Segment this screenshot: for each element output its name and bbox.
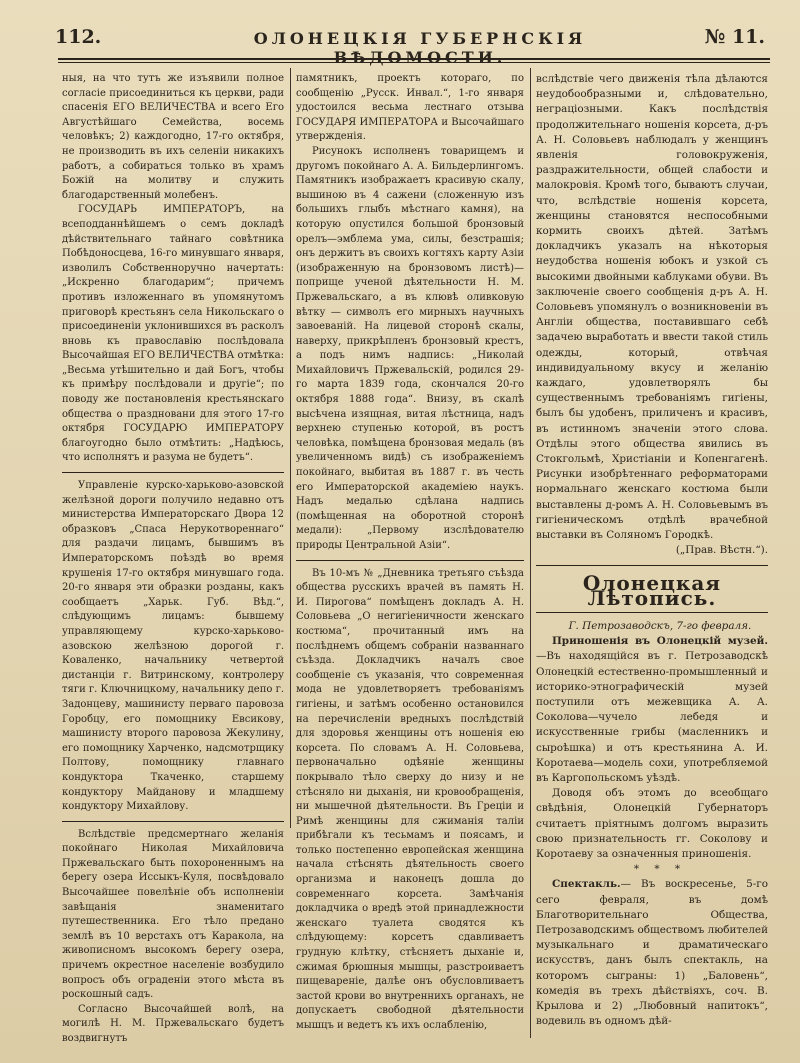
column-3 [536, 72, 768, 1029]
header-rule [58, 58, 770, 60]
page-number: 112. [55, 26, 102, 48]
article-paragraph: Въ 10-мъ № „Дневника третьяго съѣзда общества русскихъ врачей въ память Н. И. Пирогова“ помѣщенъ докладъ А. Н. Соловьева „О негигіеничности женскаго костюма“, прочитанный имъ на послѣднемъ общемъ собраніи названнаго съѣзда. Докладчикъ началъ свое сообщеніе съ указанія, что современная мода не удовлетворяетъ требованіямъ гигіены, и затѣмъ особенно остановился на перечисленіи вредныхъ послѣдствій для здоровья женщины отъ ношенія ею корсета. По словамъ А. Н. Соловьева, первоначально одѣяніе женщины покрывало тѣло сверху до низу и не стѣсняло ни дыханія, ни кровообращенія, ни мышечной дѣятельности. Въ Греціи и Римѣ женщины для сжиманія таліи прибѣгали къ тесьмамъ и поясамъ, и только постепенно европейская женщина начала стѣснять дѣятельность своего организма и наконецъ дошла до современнаго корсета. Замѣчанія докладчика о вредѣ этой принадлежности женскаго туалета сводятся къ слѣдующему: корсетъ сдавливаетъ грудную клѣтку, стѣсняетъ дыханіе и, сжимая брюшныя мышцы, разстроиваетъ пищевареніе, далѣе онъ обусловливаетъ застой крови во внутреннихъ органахъ, не допускаетъ свободной дѣятельности мышцъ и ведетъ къ ихъ ослабленію, [296, 567, 524, 1031]
article-divider [62, 472, 284, 473]
column-divider [530, 68, 531, 1038]
article-text: —Въ находящійся въ г. Петрозаводскѣ Олонецкій естественно-промышленный и историко-этнографическій музей поступили отъ межевщика А. А. Соколова—чучело лебедя и искусственные грибы (масленникъ и сыроѣшка) и отъ крестьянина А. И. Коротаева—модель сохи, употребляемой въ Каргопольскомъ уѣздѣ. [536, 650, 768, 784]
article-paragraph: Вслѣдствіе предсмертнаго желанія покойнаго Николая Михайловича Пржевальскаго быть похороненнымъ на берегу озера Иссыкъ-Куля, посвѣдовало Высочайшее повелѣніе объ исполненіи завѣщанія знаменитаго путешественника. Его тѣло предано землѣ въ 10 верстахъ отъ Каракола, на живописномъ высокомъ берегу озера, причемъ окрестное населеніе возбудило вопросъ объ ограденіи этого мѣста въ роскошный садъ. [62, 828, 284, 1001]
article-paragraph [536, 634, 768, 786]
header-rule-thin [58, 62, 770, 63]
newspaper-title: ОЛОНЕЦКІЯ ГУБЕРНСКІЯ ВѢДОМОСТИ. [253, 29, 587, 67]
column-1 [62, 72, 284, 1047]
section-divider [536, 565, 768, 566]
article-text: — Въ воскресенье, 5-го сего февраля, въ домѣ Благотворительнаго Общества, Петрозаводскимъ обществомъ любителей музыкальнаго и драматическаго искусствъ, данъ былъ спектакль, на которомъ сыграны: 1) „Баловень“, комедія въ трехъ дѣйствіяхъ, соч. В. Крылова и 2) „Любовный напитокъ“, водевиль въ одномъ дѣй- [536, 878, 768, 1028]
column-2 [296, 72, 524, 1034]
article-paragraph: Управленіе курско-харьково-азовской желѣзной дороги получило недавно отъ министерства Императорскаго Двора 12 образковъ „Спаса Нерукотвореннаго“ для раздачи лицамъ, бывшимъ въ Императорскомъ поѣздѣ во время крушенія 17-го октября минувшаго года. 20-го января эти образки розданы, какъ сообщаетъ „Харьк. Губ. Вѣд.“, слѣдующимъ лицамъ: бывшему управляющему курско-харьково-азовскою желѣзною дорогой г. Коваленко, начальнику четвертой дистанціи г. Витринскому, контролеру тяги г. Ключницкому, начальнику депо г. Задонцеву, машинисту перваго паровоза Горобцу, его помощнику Евсикову, машинисту второго паровоза Жекулину, его помощнику Харченко, надсмотрщику Полтову, помощнику главнаго кондуктора Ткаченко, старшему кондуктору Майданову и младшему кондуктору Михайлову. [62, 480, 284, 813]
article-divider [62, 821, 284, 822]
article-paragraph: ныя, на что тутъ же изъявили полное согласіе присоединиться къ церкви, ради спасенія ЕГО ВЕЛИЧЕСТВА и всего Его Августѣйшаго Семейства, восемь человѣкъ; 2) каждогодно, 17-го октября, не производить въ ихъ селеніи никакихъ работъ, а собираться только въ храмъ Божій на молитву и служить благодарственный молебенъ. [62, 73, 284, 201]
column-divider [290, 68, 291, 828]
article-paragraph: Рисунокъ исполненъ товарищемъ и другомъ покойнаго А. А. Бильдерлингомъ. Памятникъ изображаетъ красивую скалу, вышиною въ 4 сажени (сложенную изъ большихъ глыбъ мѣстнаго камня), на которую опустился большой бронзовый орелъ—эмблема ума, силы, безстрашія; онъ держитъ въ своихъ когтяхъ карту Азіи (изображенную на бронзовомъ листѣ)—поприще ученой дѣятельности Н. М. Пржевальскаго, а въ клювѣ оливковую вѣтку — символъ его мирныхъ научныхъ завоеваній. На лицевой сторонѣ скалы, наверху, прикрѣпленъ бронзовый крестъ, а подъ нимъ надпись: „Николай Михайловичъ Пржевальскій, родился 29-го марта 1839 года, скончался 20-го октября 1888 года“. Внизу, въ скалѣ высѣчена изящная, витая лѣстница, надъ верхнею ступенью которой, въ ростъ человѣка, помѣщена бронзовая медаль (въ увеличенномъ видѣ) съ изображеніемъ покойнаго, выбитая въ 1887 г. въ честь его Императорской академіею наукъ. Надъ медалью сдѣлана надпись (помѣщенная на оборотной сторонѣ медали): „Первому изслѣдователю природы Центральной Азіи“. [296, 145, 524, 551]
article-paragraph: ГОСУДАРЬ ИМПЕРАТОРЪ, на всеподданнѣйшемъ о семъ докладѣ дѣйствительнаго тайнаго совѣтника Побѣдоносцева, 16-го минувшаго января, изволилъ Собственноручно начертать: „Искренно благодарим“; причемъ противъ изложеннаго въ упомянутомъ приговорѣ крестьянъ села Никольскаго о присоединеніи уклонившихся въ расколъ вновь къ православію послѣдовала Высочайшая ЕГО ВЕЛИЧЕСТВА отмѣтка: „Весьма утѣшительно и дай Богъ, чтобы къ примѣру послѣдовали и другіе“; по поводу же постановленія крестьянскаго общества о праздновани для этого 17-го октября ГОСУДАРЮ ИМПЕРАТОРУ благоугодно было отмѣтить: „Надѣюсь, что исполнятъ и разума не будетъ“. [62, 204, 284, 464]
article-heading: Приношенія въ Олонецкій музей. [552, 635, 768, 648]
article-paragraph [536, 877, 768, 1029]
article-paragraph: вслѣдствіе чего движенія тѣла дѣлаются неудобообразными и, слѣдовательно, неграціозными. Какъ послѣдствія продолжительнаго ношенія корсета, д-ръ А. Н. Соловьевъ наблюдалъ у женщинъ явленія головокруженія, раздражительности, общей слабости и малокровія. Кромѣ того, бываютъ случаи, что, вслѣдствіе ношенія корсета, женщины становятся неспособными кормить своихъ дѣтей. Затѣмъ докладчикъ указалъ на нѣкоторыя неудобства ношенія юбокъ и узкой съ высокими двойными каблуками обуви. Въ заключеніе своего сообщенія д-ръ А. Н. Соловьевъ упомянулъ о возникновеніи въ Англіи общества, поставившаго себѣ задачею выработать и ввести такой стиль одежды, который, отвѣчая индивидуальному вкусу и желанію каждаго, удовлетворялъ бы существеннымъ требованіямъ гигіены, былъ бы удобенъ, приличенъ и красивъ, въ истинномъ значеніи этого слова. Отдѣлы этого общества явились въ Стокгольмѣ, Христіаніи и Копенгагенѣ. Рисунки изобрѣтеннаго реформаторами нормальнаго женскаго костюма были выставлены д-ромъ А. Н. Соловьевымъ въ гигіеническомъ отдѣлѣ врачебной выставки въ Соляномъ Городкѣ. [536, 73, 768, 542]
section-title: Олонецкая Лѣтопись. [582, 570, 722, 610]
issue-number: № 11. [704, 26, 765, 48]
dateline: Г. Петрозаводскъ, 7-го февраля. [568, 619, 752, 632]
article-paragraph: памятникъ, проектъ котораго, по сообщенію „Русск. Инвал.“, 1-го января удостоился весьма лестнаго отзыва ГОСУДАРЯ ИМПЕРАТОРА и Высочайшаго утвержденія. [296, 73, 524, 143]
article-heading: Спектакль. [552, 878, 621, 891]
section-divider [536, 612, 768, 613]
article-divider [296, 560, 524, 561]
asterism: * * * [633, 863, 687, 876]
article-paragraph: Согласно Высочайшей волѣ, на могилѣ Н. М. Пржевальскаго будетъ воздвигнутъ [62, 1003, 284, 1044]
article-paragraph: Доводя объ этомъ до всеобщаго свѣдѣнія, Олонецкій Губернаторъ считаетъ пріятнымъ долгомъ выразить свою признательность гг. Соколову и Коротаеву за означенныя приношенія. [536, 787, 768, 860]
source-citation: („Прав. Вѣстн.“). [675, 544, 768, 557]
page-header [55, 26, 765, 67]
